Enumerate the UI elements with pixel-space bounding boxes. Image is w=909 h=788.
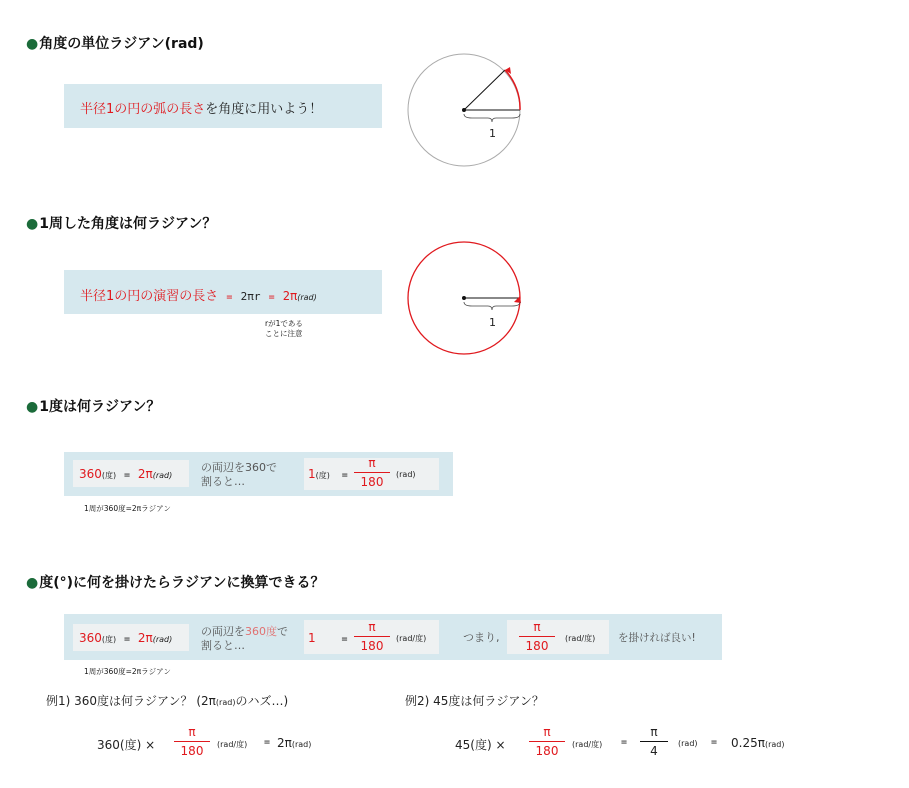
full-circle-diagram bbox=[400, 234, 530, 359]
example-1-unit: (rad/度) bbox=[217, 740, 248, 749]
full-turn-note: 1周が360度=2πラジアン bbox=[84, 504, 171, 513]
section-heading-conversion: ●度(°)に何を掛けたらラジアンに換算できる？ bbox=[26, 575, 325, 591]
definition-text: 半径1の円の弧の長さを角度に用いよう！ bbox=[80, 102, 323, 117]
rad-unit: (rad) bbox=[396, 470, 416, 479]
rad-per-degree-unit: (rad/度) bbox=[396, 634, 427, 643]
divide-explanation: の両辺を360度で 割ると… bbox=[201, 625, 288, 652]
example-1-lhs: 360(度) × bbox=[97, 738, 156, 752]
brace-icon bbox=[464, 114, 520, 122]
pi-over-180-fraction: π 180 bbox=[354, 456, 390, 489]
angle-line bbox=[464, 70, 505, 110]
radius-label: 1 bbox=[489, 316, 496, 329]
arc-length bbox=[505, 70, 520, 110]
arc-arrow-icon bbox=[514, 296, 521, 303]
radius-label: 1 bbox=[489, 127, 496, 140]
divide-explanation: の両辺を360で 割ると… bbox=[201, 461, 277, 488]
example-1-result: 2π(rad) bbox=[277, 736, 312, 750]
example-2-unit: (rad/度) bbox=[572, 740, 603, 749]
conversion-lhs: 1 = bbox=[308, 631, 348, 645]
section-heading-one-degree: ●1度は何ラジアン？ bbox=[26, 399, 161, 415]
rad-per-degree-unit: (rad/度) bbox=[565, 634, 596, 643]
example-2-title: 例2) 45度は何ラジアン？ bbox=[405, 694, 544, 708]
example-2-result: 0.25π(rad) bbox=[731, 736, 785, 750]
full-turn-equation: 360(度) = 2π(rad) bbox=[79, 467, 173, 481]
circumference-text: 半径1の円の演習の長さ = 2πr = 2π(rad) bbox=[80, 289, 317, 304]
section-heading-rad-unit: ●角度の単位ラジアン(rad) bbox=[26, 36, 204, 52]
center-point bbox=[462, 296, 466, 300]
tsumari-text: つまり, bbox=[463, 631, 500, 644]
one-degree-lhs: 1(度) = bbox=[308, 467, 348, 481]
full-turn-note: 1周が360度=2πラジアン bbox=[84, 667, 171, 676]
example-1-fraction: π 180 bbox=[174, 725, 210, 758]
radius-note: rが1である ことに注意 bbox=[265, 319, 303, 338]
conversion-factor-fraction: π 180 bbox=[519, 620, 555, 653]
bullet-icon: ● bbox=[26, 216, 39, 232]
example-2-equals: = bbox=[621, 737, 628, 748]
example-2-lhs: 45(度) × bbox=[455, 738, 506, 752]
example-2-equals2: = bbox=[711, 737, 718, 748]
pi-over-180-fraction: π 180 bbox=[354, 620, 390, 653]
bullet-icon: ● bbox=[26, 575, 39, 591]
center-point bbox=[462, 108, 466, 112]
arc-diagram bbox=[400, 48, 530, 173]
bullet-icon: ● bbox=[26, 36, 39, 52]
example-2-fraction: π 180 bbox=[529, 725, 565, 758]
example-2-unit2: (rad) bbox=[678, 739, 698, 748]
pi-over-4-fraction: π 4 bbox=[640, 725, 668, 758]
bullet-icon: ● bbox=[26, 399, 39, 415]
conclusion-text: を掛ければ良い! bbox=[618, 632, 696, 644]
example-1-title: 例1) 360度は何ラジアン？ (2π(rad)のハズ…) bbox=[46, 694, 289, 708]
section-heading-full-turn: ●1周した角度は何ラジアン？ bbox=[26, 216, 217, 232]
brace-icon bbox=[464, 302, 520, 310]
full-turn-equation: 360(度) = 2π(rad) bbox=[79, 631, 173, 645]
example-1-equals: = bbox=[264, 737, 271, 748]
